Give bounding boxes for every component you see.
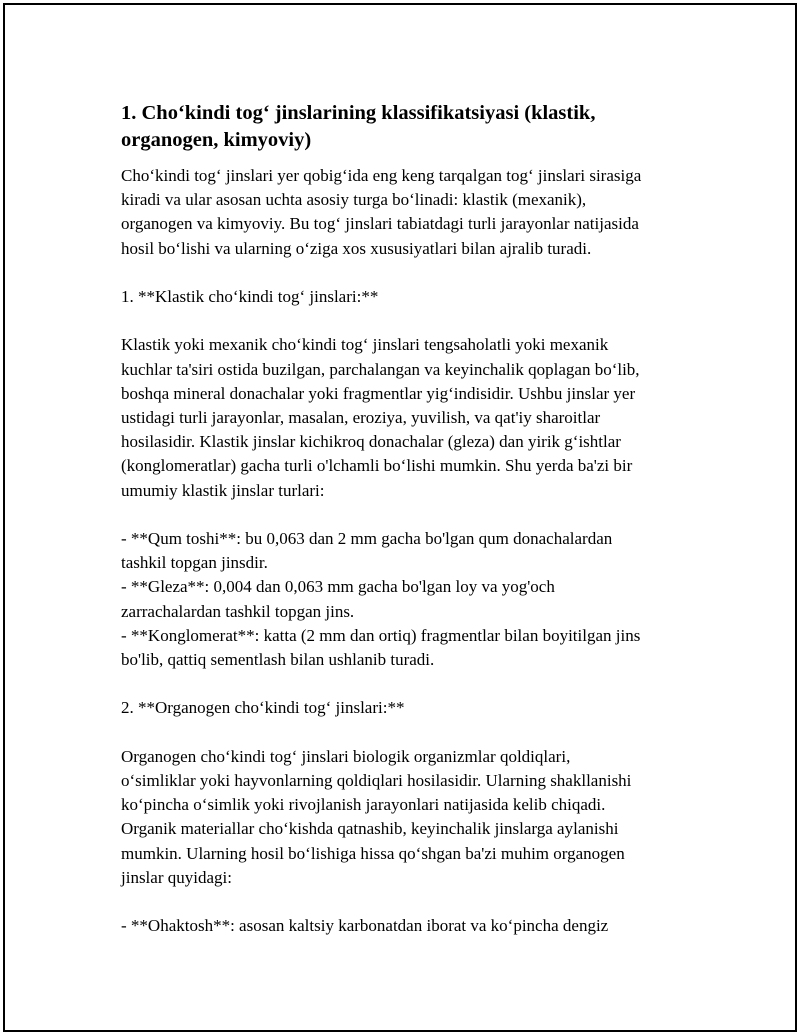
paragraph-gap (121, 309, 681, 333)
page-frame (3, 3, 797, 1032)
section-heading: 1. Cho‘kindi tog‘ jinslarining klassifikatsiyasi (klastik, organogen, kimyoviy) (121, 102, 596, 151)
paragraph-gap (121, 261, 681, 285)
paragraph-gap (121, 721, 681, 745)
klastik-paragraph: Klastik yoki mexanik cho‘kindi tog‘ jinslari tengsaholatli yoki mexanik kuchlar ta'siri ostida buzilgan, parchalangan va keyinchalik qoplagan bo‘lib, boshqa mineral donachalar yoki fragmentlar yig‘indisidir. Ushbu jinslar yer ustidagi turli jarayonlar, masalan, eroziya, yuvilish, va qat'iy sharoitlar hosilasidir. Klastik jinslar kichikroq donachalar (gleza) dan yirik g‘ishtlar (konglomeratlar) gacha turli o'lchamli bo‘lishi mumkin. Shu yerda ba'zi bir umumiy klastik jinslar turlari: (121, 335, 640, 500)
organogen-list: - **Ohaktosh**: asosan kaltsiy karbonatdan iborat va ko‘pincha dengiz (121, 916, 609, 936)
intro-paragraph: Cho‘kindi tog‘ jinslari yer qobig‘ida eng keng tarqalgan tog‘ jinslari sirasiga kiradi va ular asosan uchta asosiy turga bo‘linadi: klastik (mexanik), organogen va kimyoviy. Bu tog‘ jinslari tabiatdagi turli jarayonlar natijasida hosil bo‘lishi va ularning o‘ziga xos xususiyatlari bilan ajralib turadi. (121, 166, 642, 258)
klastik-subheading: 1. **Klastik cho‘kindi tog‘ jinslari:** (121, 287, 379, 306)
paragraph-gap (121, 890, 681, 914)
paragraph-gap (121, 503, 681, 527)
organogen-paragraph: Organogen cho‘kindi tog‘ jinslari biologik organizmlar qoldiqlari, o‘simliklar yoki hayvonlarning qoldiqlari hosilasidir. Ularning shakllanishi ko‘pincha o‘simlik yoki rivojlanish jarayonlari natijasida kelib chiqadi. Organik materiallar cho‘kishda qatnashib, keyinchalik jinslarga aylanishi mumkin. Ularning hosil bo‘lishiga hissa qo‘shgan ba'zi muhim organogen jinslar quyidagi: (121, 746, 632, 887)
klastik-list: - **Qum toshi**: bu 0,063 dan 2 mm gacha bo'lgan qum donachalardan tashkil topgan jinsdir. - **Gleza**: 0,004 dan 0,063 mm gacha bo'lgan loy va yog'och zarrachalardan tashkil topgan jins. - **Konglomerat**: katta (2 mm dan ortiq) fragmentlar bilan boyitilgan jins bo'lib, qattiq sementlash bilan ushlanib turadi. (121, 529, 641, 670)
organogen-subheading: 2. **Organogen cho‘kindi tog‘ jinslari:** (121, 698, 405, 718)
document-body (121, 100, 681, 938)
paragraph-gap (121, 672, 681, 696)
